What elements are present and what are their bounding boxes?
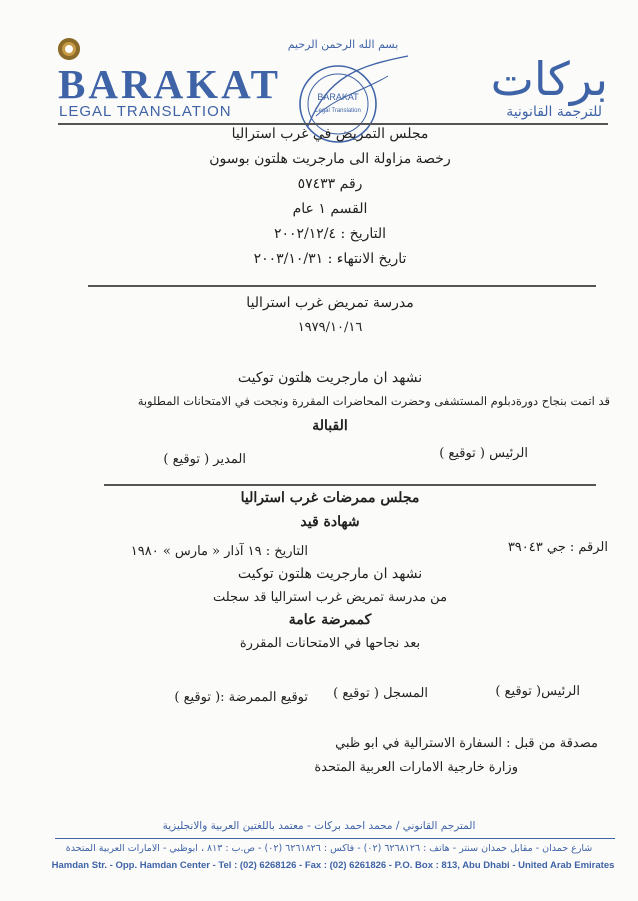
- svg-text:BARAKAT: BARAKAT: [317, 92, 359, 102]
- registration-number: الرقم : جي ٣٩٠٤٣: [507, 540, 608, 555]
- certify-line: نشهد ان مارجريت هلتون توكيت: [237, 370, 423, 386]
- footer-divider: [55, 838, 615, 839]
- license-division: القسم ١ عام: [292, 201, 368, 217]
- brand-name-en: BARAKAT: [58, 61, 281, 107]
- qualification-title: القبالة: [312, 418, 348, 434]
- attestation-line-1: مصدقة من قبل : السفارة الاسترالية في ابو ظبي: [335, 736, 598, 751]
- svg-text:بسم الله الرحمن الرحيم: بسم الله الرحمن الرحيم: [287, 38, 399, 51]
- registrar-signature: المسجل ( توقيع ): [333, 686, 428, 701]
- section-divider-1: [88, 285, 596, 287]
- brand-subtitle-en: LEGAL TRANSLATION: [59, 103, 232, 120]
- section-divider-2: [104, 484, 596, 486]
- role-title: كممرضة عامة: [288, 612, 372, 628]
- license-line: رخصة مزاولة الى مارجريت هلتون بوسون: [209, 151, 451, 167]
- address-en: Hamdan Str. - Opp. Hamdan Center - Tel : (02) 6268126 - Fax : (02) 6261826 - P.O. Box : 813, Abu Dhabi - United Arab Emirates: [51, 860, 615, 871]
- after-exams: بعد نجاحها في الامتحانات المقررة: [239, 636, 421, 651]
- school-date: ١٩٧٩/١٠/١٦: [297, 320, 363, 335]
- license-expiry: تاريخ الانتهاء : ٢٠٠٣/١٠/٣١: [253, 251, 407, 267]
- punch-hole: [58, 38, 80, 60]
- header-divider: [58, 123, 608, 125]
- registration-date: التاريخ : ١٩ آذار « مارس » ١٩٨٠: [130, 544, 308, 559]
- brand-subtitle-ar: للترجمة القانونية: [506, 104, 602, 120]
- board-title: مجلس ممرضات غرب استراليا: [240, 490, 420, 506]
- president-signature: الرئيس ( توقيع ): [439, 446, 528, 461]
- course-description: قد اتمت بنجاح دورةدبلوم المستشفى وحضرت المحاضرات المقررة ونجحت في الامتحانات المطلوبة: [137, 394, 610, 408]
- attestation-line-2: وزارة خارجية الامارات العربية المتحدة: [314, 760, 518, 775]
- brand-name-ar: بركات: [490, 52, 608, 106]
- president-signature-2: الرئيس( توقيع ): [495, 684, 580, 699]
- nurse-signature: توقيع الممرضة :( توقيع ): [174, 690, 308, 705]
- registered-from: من مدرسة تمريض غرب استراليا قد سجلت: [212, 590, 448, 605]
- certify-line-2: نشهد ان مارجريت هلتون توكيت: [237, 566, 423, 582]
- director-signature: المدير ( توقيع ): [163, 452, 246, 467]
- license-number: رقم ٥٧٤٣٣: [297, 176, 363, 192]
- address-ar: شارع حمدان - مقابل حمدان سنتر - هاتف : ٦٢٦٨١٢٦ (٠٢) - فاكس : ٦٢٦١٨٢٦ (٠٢) - ص.ب : ٨١٣ ، ابوظبي - الامارات العربية المتحدة: [65, 843, 593, 854]
- translator-credit: المترجم القانوني / محمد احمد بركات - معتمد باللغتين العربية والانجليزية: [162, 820, 476, 832]
- svg-text:Legal Translation: Legal Translation: [315, 108, 361, 114]
- school-title: مدرسة تمريض غرب استراليا: [246, 295, 414, 311]
- council-title: مجلس التمريض في غرب استراليا: [231, 126, 429, 142]
- license-date: التاريخ : ٢٠٠٢/١٢/٤: [273, 226, 387, 242]
- registration-title: شهادة قيد: [300, 514, 360, 530]
